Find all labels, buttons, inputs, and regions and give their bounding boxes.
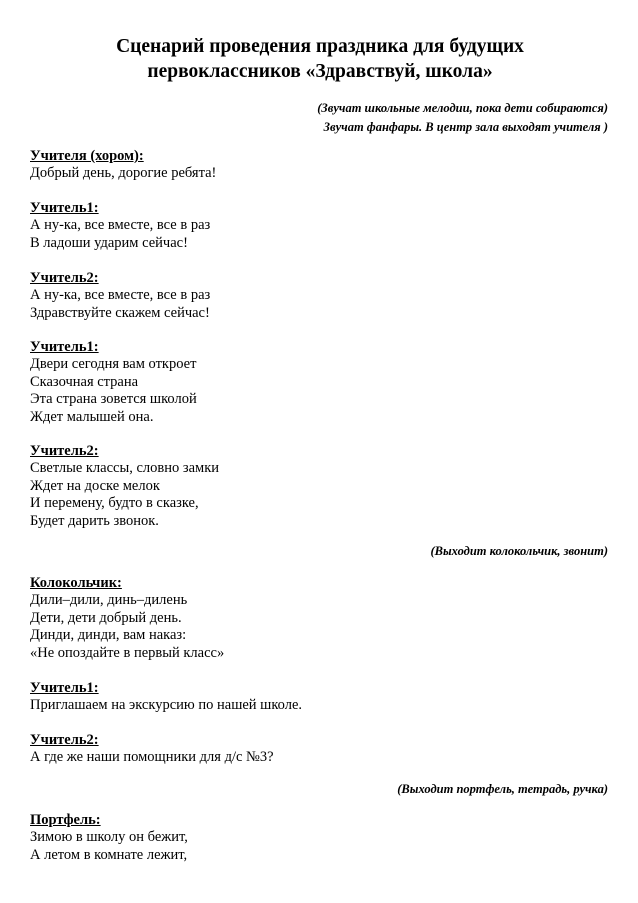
- dialogue-line: А ну-ка, все вместе, все в раз: [30, 287, 211, 304]
- dialogue-block: [30, 443, 610, 530]
- dialogue-line: Двери сегодня вам откроет: [30, 356, 197, 373]
- speaker-name: Учитель1:: [30, 339, 99, 355]
- stage-direction: Звучат фанфары. В центр зала выходят учителя ): [323, 120, 608, 134]
- speaker-name: Учитель2:: [30, 732, 99, 748]
- dialogue-line: Приглашаем на экскурсию по нашей школе.: [30, 697, 303, 714]
- stage-direction: (Звучат школьные мелодии, пока дети собираются): [317, 101, 608, 115]
- dialogue-line: Дети, дети добрый день.: [30, 609, 182, 626]
- dialogue-block: [30, 575, 610, 662]
- dialogue-line: Добрый день, дорогие ребята!: [30, 165, 217, 182]
- dialogue-line: Дили–дили, динь–дилень: [30, 592, 188, 609]
- stage-direction: (Выходит колокольчик, звонит): [430, 544, 608, 558]
- dialogue-line: Будет дарить звонок.: [30, 512, 159, 529]
- dialogue-line: Зимою в школу он бежит,: [30, 829, 188, 846]
- speaker-name: Учителя (хором):: [30, 148, 144, 164]
- dialogue-block: [30, 148, 610, 183]
- speaker-name: Учитель2:: [30, 443, 99, 459]
- dialogue-line: И перемену, будто в сказке,: [30, 495, 199, 512]
- dialogue-line: А ну-ка, все вместе, все в раз: [30, 217, 211, 234]
- speaker-name: Учитель2:: [30, 270, 99, 286]
- dialogue-line: Эта страна зовется школой: [30, 391, 197, 408]
- dialogue-block: [30, 200, 610, 252]
- dialogue-line: Ждет малышей она.: [30, 408, 154, 425]
- speaker-name: Учитель1:: [30, 200, 99, 216]
- dialogue-line: А где же наши помощники для д/с №3?: [30, 749, 274, 766]
- document-title: [40, 34, 600, 84]
- dialogue-line: Динди, динди, вам наказ:: [30, 627, 187, 644]
- speaker-name: Колокольчик:: [30, 575, 122, 591]
- dialogue-line: Ждет на доске мелок: [30, 477, 160, 494]
- dialogue-line: Здравствуйте скажем сейчас!: [30, 304, 210, 321]
- speaker-name: Портфель:: [30, 812, 101, 828]
- dialogue-line: Светлые классы, словно замки: [30, 460, 220, 477]
- stage-direction: (Выходит портфель, тетрадь, ручка): [397, 782, 608, 796]
- title-line-2: первоклассников «Здравствуй, школа»: [147, 61, 493, 82]
- dialogue-block: [30, 812, 610, 864]
- title-line-1: Сценарий проведения праздника для будущих: [116, 36, 524, 57]
- dialogue-line: В ладоши ударим сейчас!: [30, 234, 188, 251]
- speaker-name: Учитель1:: [30, 680, 99, 696]
- dialogue-block: [30, 270, 610, 322]
- dialogue-block: [30, 732, 610, 767]
- dialogue-block: [30, 680, 610, 715]
- dialogue-block: [30, 339, 610, 426]
- dialogue-line: Сказочная страна: [30, 373, 139, 390]
- dialogue-line: «Не опоздайте в первый класс»: [30, 644, 225, 661]
- dialogue-line: А летом в комнате лежит,: [30, 846, 188, 863]
